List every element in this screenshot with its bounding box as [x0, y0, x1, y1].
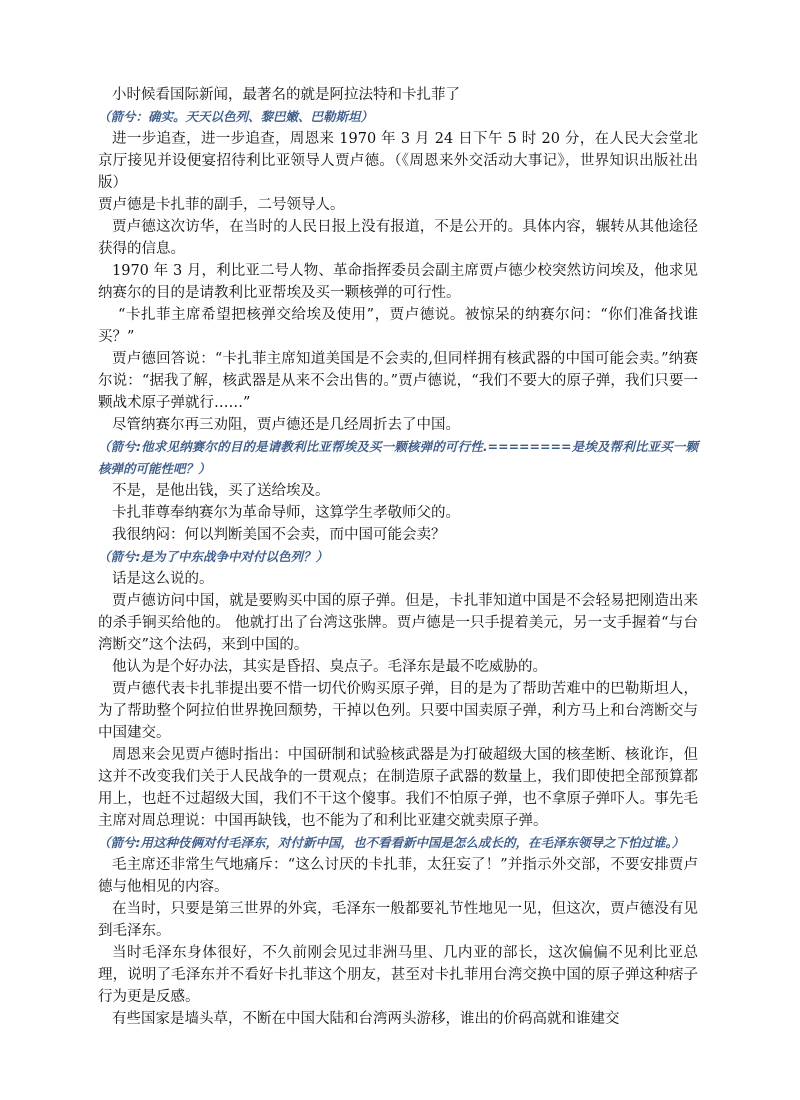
- paragraph: 贾卢德是卡扎菲的副手，二号领导人。: [98, 197, 345, 213]
- paragraph: 话是这么说的。: [112, 571, 214, 587]
- editor-note: （箭兮：确实。天天以色列、黎巴嫩、巴勒斯坦）: [98, 109, 374, 124]
- paragraph: 毛主席还非常生气地痛斥：“这么讨厌的卡扎菲，太狂妄了！”并指示外交部，不要安排贾卢德与他相见的内容。: [98, 857, 698, 895]
- editor-note: （箭兮:用这种伎俩对付毛泽东，对付新中国，也不看看新中国是怎么成长的，在毛泽东领导之下怕过谁。）: [98, 835, 685, 850]
- paragraph: 贾卢德回答说：“卡扎菲主席知道美国是不会卖的,但同样拥有核武器的中国可能会卖。”纳赛尔说：“据我了解，核武器是从来不会出售的。”贾卢德说，“我们不要大的原子弹，我们只要一颗战术原子弹就行……”: [98, 351, 698, 411]
- document-page: [98, 84, 698, 1030]
- paragraph: 进一步追查，进一步追查，周恩来 1970 年 3 月 24 日下午 5 时 20 分，在人民大会堂北京厅接见并设便宴招待利比亚领导人贾卢德。（《周恩来外交活动大事记》，世界知识出版社出版）: [98, 131, 698, 191]
- paragraph: 他认为是个好办法，其实是昏招、臭点子。毛泽东是最不吃威胁的。: [112, 659, 547, 675]
- paragraph: 1970 年 3 月，利比亚二号人物、革命指挥委员会副主席贾卢德少校突然访问埃及，他求见纳赛尔的目的是请教利比亚帮埃及买一颗核弹的可行性。: [98, 263, 698, 301]
- paragraph: 不是，是他出钱，买了送给埃及。: [112, 483, 330, 499]
- paragraph: 贾卢德访问中国，就是要购买中国的原子弹。但是，卡扎菲知道中国是不会轻易把刚造出来的杀手锏买给他的。 他就打出了台湾这张牌。贾卢德是一只手提着美元，另一支手握着“与台湾断交”这个法码，来到中国的。: [98, 593, 698, 653]
- editor-note: （箭兮:他求见纳赛尔的目的是请教利比亚帮埃及买一颗核弹的可行性.========是埃及帮利比亚买一颗核弹的可能性吧？）: [98, 439, 698, 476]
- paragraph: 贾卢德这次访华，在当时的人民日报上没有报道，不是公开的。具体内容，辗转从其他途径获得的信息。: [98, 219, 698, 257]
- paragraph: 当时毛泽东身体很好，不久前刚会见过非洲马里、几内亚的部长，这次偏偏不见利比亚总理，说明了毛泽东并不看好卡扎菲这个朋友，甚至对卡扎菲用台湾交换中国的原子弹这种痞子行为更是反感。: [98, 945, 698, 1005]
- paragraph: 我很纳闷：何以判断美国不会卖，而中国可能会卖？: [112, 527, 446, 543]
- paragraph: 尽管纳赛尔再三劝阻，贾卢德还是几经周折去了中国。: [112, 417, 460, 433]
- paragraph: 卡扎菲尊奉纳赛尔为革命导师，这算学生孝敬师父的。: [112, 505, 460, 521]
- paragraph: “卡扎菲主席希望把核弹交给埃及使用”，贾卢德说。被惊呆的纳赛尔问：“你们准备找谁买？”: [98, 307, 698, 345]
- paragraph: 小时候看国际新闻，最著名的就是阿拉法特和卡扎菲了: [112, 87, 460, 103]
- paragraph: 周恩来会见贾卢德时指出：中国研制和试验核武器是为打破超级大国的核垄断、核讹诈，但这并不改变我们关于人民战争的一贯观点；在制造原子武器的数量上，我们即使把全部预算都用上，也赶不过超级大国，我们不干这个傻事。我们不怕原子弹，也不拿原子弹吓人。事先毛主席对周总理说：中国再缺钱，也不能为了和利比亚建交就卖原子弹。: [98, 747, 698, 829]
- paragraph: 有些国家是墙头草，不断在中国大陆和台湾两头游移，谁出的价码高就和谁建交: [112, 1011, 620, 1027]
- editor-note: （箭兮:是为了中东战争中对付以色列？）: [98, 549, 328, 564]
- paragraph: 在当时，只要是第三世界的外宾，毛泽东一般都要礼节性地见一见，但这次，贾卢德没有见到毛泽东。: [98, 901, 698, 939]
- paragraph: 贾卢德代表卡扎菲提出要不惜一切代价购买原子弹，目的是为了帮助苦难中的巴勒斯坦人，为了帮助整个阿拉伯世界挽回颓势，干掉以色列。只要中国卖原子弹，利方马上和台湾断交与中国建交。: [98, 681, 698, 741]
